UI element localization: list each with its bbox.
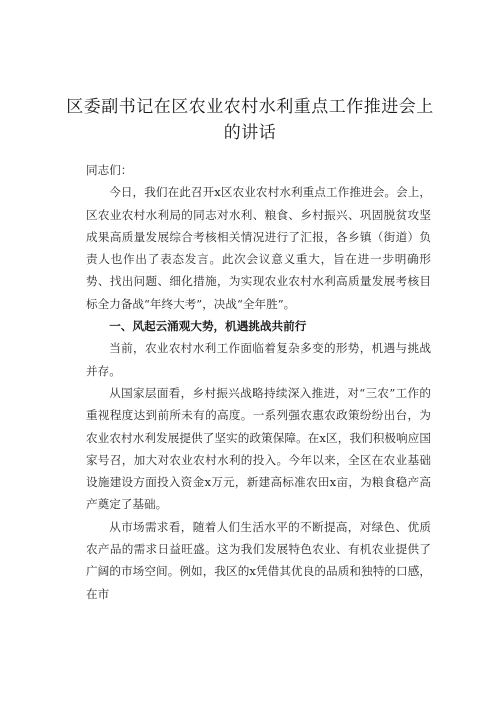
section-heading: 一、风起云涌观大势，机遇挑战共前行	[109, 319, 307, 334]
section-paragraph: 从市场需求看，随着人们生活水平的不断提高，对绿色、优质农产品的需求日益旺盛。这为我们发展特色农业、有机农业提供了广阔的市场空间。例如，我区的x凭借其优良的品质和独特的口感，在市	[86, 519, 431, 601]
document-title: 区委副书记在区农业农村水利重点工作推进会上的讲话	[66, 97, 434, 143]
speech-body	[86, 159, 431, 605]
section-paragraph: 当前，农业农村水利工作面临着复杂多变的形势，机遇与挑战并存。	[86, 341, 431, 378]
opening-paragraph: 今日，我们在此召开x区农业农村水利重点工作推进会。会上，区农业农村水利局的同志对水利、粮食、乡村振兴、巩固脱贫攻坚成果高质量发展综合考核相关情况进行了汇报，各乡镇（街道）负责人也作出了表态发言。此次会议意义重大，旨在进一步明确形势、找出问题、细化措施，为实现农业农村水利高质量发展考核目标全力备战“年终大考”，决战“全年胜”。	[86, 185, 431, 311]
salutation: 同志们：	[86, 163, 133, 177]
section-paragraph: 从国家层面看，乡村振兴战略持续深入推进，对“三农”工作的重视程度达到前所未有的高度。一系列强农惠农政策纷纷出台，为农业农村水利发展提供了坚实的政策保障。在x区，我们积极响应国家号召，加大对农业农村水利的投入。今年以来，全区在农业基础设施建设方面投入资金x万元，新建高标准农田x亩，为粮食稳产高产奠定了基础。	[86, 385, 431, 512]
